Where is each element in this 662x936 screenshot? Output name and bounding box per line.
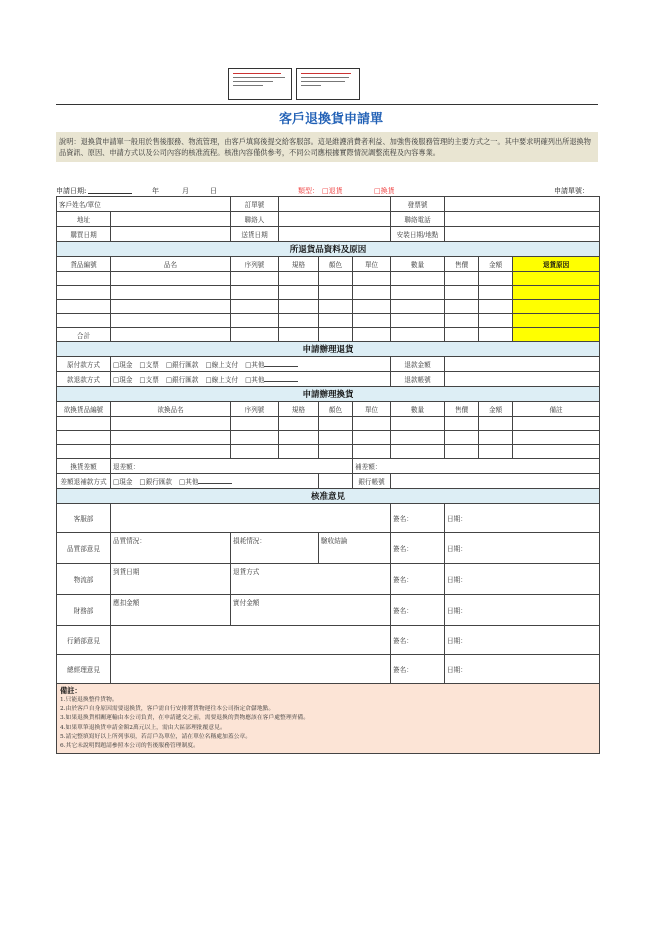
signature-label: 簽名： <box>393 545 413 553</box>
cell[interactable] <box>353 300 391 314</box>
cell[interactable] <box>279 286 319 300</box>
date-field[interactable] <box>445 655 600 684</box>
cell[interactable] <box>319 328 353 342</box>
other-checkbox[interactable]: □其他 <box>179 478 199 486</box>
form-meta-line <box>56 186 598 196</box>
refund-method-row <box>57 372 600 387</box>
cell[interactable] <box>231 445 279 459</box>
dept-label: 行銷部意見 <box>57 626 111 655</box>
col-quantity: 數量 <box>391 402 445 417</box>
arrival-date-field[interactable] <box>111 564 231 595</box>
cell[interactable] <box>231 314 279 328</box>
refund-amount-field[interactable] <box>445 357 600 372</box>
cell[interactable] <box>57 272 111 286</box>
cell[interactable] <box>353 431 391 445</box>
refund-section-header <box>57 342 600 357</box>
original-payment-label: 原付款方式 <box>57 357 111 372</box>
return-reason-cell[interactable] <box>513 328 600 342</box>
invoice-no-label: 發票號 <box>391 197 445 212</box>
col-remarks: 備註 <box>513 402 600 417</box>
approval-row-logistics <box>57 564 600 595</box>
logo-right <box>296 68 360 100</box>
cell[interactable] <box>391 431 445 445</box>
cell[interactable] <box>231 417 279 431</box>
phone-field[interactable] <box>445 212 600 227</box>
col-new-item-name: 欲換品名 <box>111 402 231 417</box>
remarks-line: 1.只能退換整件貨物。 <box>60 697 118 703</box>
form-description: 說明：退換貨申請單一般用於售後服務、物流管理，由客戶填寫後提交給客服部。這是維護消費者利益、加強售後服務管理的主要方式之一。其中要求明確列出所退換物品資訊、原因、申請方式以及公司內容的核准流程。核准內容僅供參考，不同公司應根據實際情況調整流程及內容專業。 <box>56 132 598 162</box>
col-spec: 規格 <box>279 257 319 272</box>
cell[interactable] <box>231 328 279 342</box>
col-return-reason: 退貨原因 <box>513 257 600 272</box>
exchange-section-title: 申請辦理換貨 <box>57 387 600 402</box>
cell[interactable] <box>479 300 513 314</box>
other-input[interactable] <box>264 375 298 382</box>
approval-row-quality <box>57 533 600 564</box>
cell[interactable] <box>111 445 231 459</box>
col-spec: 規格 <box>279 402 319 417</box>
cell[interactable] <box>391 445 445 459</box>
col-item-name: 品名 <box>111 257 231 272</box>
day-label: 日 <box>210 187 217 195</box>
cell[interactable] <box>319 314 353 328</box>
signature-field[interactable] <box>391 533 445 564</box>
return-reason-cell[interactable] <box>513 272 600 286</box>
inspection-result-field[interactable] <box>319 533 391 564</box>
approval-row-gm <box>57 655 600 684</box>
cell[interactable] <box>319 417 353 431</box>
cell[interactable] <box>445 328 479 342</box>
cell[interactable] <box>391 314 445 328</box>
return-checkbox[interactable]: □退貨 <box>322 187 343 195</box>
approval-row-finance <box>57 595 600 626</box>
exchange-section-header <box>57 387 600 402</box>
diff-space <box>319 474 353 489</box>
return-item-row <box>57 272 600 286</box>
other-input[interactable] <box>198 477 232 484</box>
cell[interactable] <box>57 417 111 431</box>
col-color: 顏色 <box>319 257 353 272</box>
date-label: 日期： <box>447 545 467 553</box>
customer-row <box>57 197 600 212</box>
logo-left <box>228 68 292 100</box>
cell[interactable] <box>111 431 231 445</box>
order-no-label: 訂單號 <box>231 197 279 212</box>
return-section-title: 所退貨品資料及原因 <box>57 242 600 257</box>
date-field[interactable] <box>445 595 600 626</box>
paid-amount-label: 實付金額 <box>233 599 260 607</box>
signature-label: 簽名： <box>393 515 413 523</box>
return-columns-row <box>57 257 600 272</box>
cell[interactable] <box>391 417 445 431</box>
bank-transfer-checkbox[interactable]: □銀行匯款 <box>139 478 173 486</box>
loss-status-label: 損耗情況： <box>233 537 266 545</box>
other-checkbox[interactable]: □其他 <box>245 361 265 369</box>
other-checkbox[interactable]: □其他 <box>245 376 265 384</box>
return-total-row <box>57 328 600 342</box>
signature-field[interactable] <box>391 595 445 626</box>
contact-label: 聯絡人 <box>231 212 279 227</box>
cell[interactable] <box>279 272 319 286</box>
cell[interactable] <box>319 431 353 445</box>
signature-field[interactable] <box>391 626 445 655</box>
date-field[interactable] <box>445 564 600 595</box>
cell[interactable] <box>231 300 279 314</box>
delivery-date-field[interactable] <box>279 227 391 242</box>
date-label: 日期： <box>447 637 467 645</box>
cell[interactable] <box>479 286 513 300</box>
cell[interactable] <box>479 417 513 431</box>
col-color: 顏色 <box>319 402 353 417</box>
return-method-label: 退貨方式 <box>233 568 260 576</box>
refund-method-label: 款退款方式 <box>57 372 111 387</box>
col-amount: 金額 <box>479 257 513 272</box>
exchange-item-row <box>57 445 600 459</box>
cell[interactable] <box>279 431 319 445</box>
signature-label: 簽名： <box>393 666 413 674</box>
date-field[interactable] <box>445 626 600 655</box>
col-serial: 序列號 <box>231 402 279 417</box>
cell[interactable] <box>479 431 513 445</box>
cash-checkbox[interactable]: □現金 <box>113 361 133 369</box>
supplement-diff-field[interactable] <box>353 459 600 474</box>
cell[interactable] <box>319 445 353 459</box>
opinion-field[interactable] <box>111 626 391 655</box>
refund-section-title: 申請辦理退貨 <box>57 342 600 357</box>
col-unit: 單位 <box>353 402 391 417</box>
customer-name-label: 客戶姓名/單位 <box>57 197 231 212</box>
address-label: 地址 <box>57 212 111 227</box>
title-rule <box>56 104 598 105</box>
dept-label: 財務部 <box>57 595 111 626</box>
cell[interactable] <box>391 286 445 300</box>
form-title: 客戶退換貨申請單 <box>278 112 383 127</box>
cell[interactable] <box>353 417 391 431</box>
purchase-date-label: 購買日期 <box>57 227 111 242</box>
address-row <box>57 212 600 227</box>
cell[interactable] <box>479 445 513 459</box>
refund-diff-field[interactable] <box>111 459 353 474</box>
check-checkbox[interactable]: □支票 <box>139 361 159 369</box>
return-section-header <box>57 242 600 257</box>
opinion-field[interactable] <box>111 655 391 684</box>
cell[interactable] <box>319 300 353 314</box>
date-row <box>57 227 600 242</box>
cell[interactable] <box>353 272 391 286</box>
dept-label: 物流部 <box>57 564 111 595</box>
apply-date-input[interactable] <box>88 186 132 194</box>
signature-label: 簽名： <box>393 637 413 645</box>
cell[interactable] <box>57 300 111 314</box>
remarks-line: 4.如果單筆退換貨申請金額2萬元以上，需由大區部理批覆意見。 <box>60 724 226 731</box>
cell[interactable] <box>445 286 479 300</box>
opinion-field[interactable] <box>111 504 391 533</box>
return-item-row <box>57 314 600 328</box>
dept-label: 品質部意見 <box>57 533 111 564</box>
date-field[interactable] <box>445 504 600 533</box>
return-item-row <box>57 300 600 314</box>
cell[interactable] <box>513 431 600 445</box>
col-price: 售價 <box>445 402 479 417</box>
cell[interactable] <box>479 314 513 328</box>
return-item-row <box>57 286 600 300</box>
bank-account-label: 銀行帳號 <box>353 474 391 489</box>
signature-label: 簽名： <box>393 607 413 615</box>
check-checkbox[interactable]: □支票 <box>139 376 159 384</box>
cell[interactable] <box>111 272 231 286</box>
online-payment-checkbox[interactable]: □線上支付 <box>205 376 239 384</box>
address-field[interactable] <box>111 212 231 227</box>
cell[interactable] <box>391 272 445 286</box>
approval-section-title: 核准意見 <box>57 489 600 504</box>
exchange-checkbox[interactable]: □換貨 <box>374 187 395 195</box>
apply-date <box>56 186 86 196</box>
cell[interactable] <box>231 431 279 445</box>
price-diff-label: 換貨差額 <box>57 459 111 474</box>
cash-checkbox[interactable]: □現金 <box>113 478 133 486</box>
order-no-field[interactable] <box>279 197 391 212</box>
remarks-line: 5.請完整填寫好以上所列事項，若訂戶為單位，請在單位名稱處加蓋公章。 <box>60 733 252 740</box>
supplement-diff-label: 補差額： <box>355 463 382 471</box>
date-label: 日期： <box>447 666 467 674</box>
bank-account-field[interactable] <box>391 474 600 489</box>
total-label: 合計 <box>57 328 111 342</box>
cell[interactable] <box>57 314 111 328</box>
cell[interactable] <box>391 300 445 314</box>
deduct-amount-label: 應扣金額 <box>113 599 140 607</box>
apply-date-label: 申請日期: <box>56 187 87 195</box>
header-logos <box>228 68 360 100</box>
other-input[interactable] <box>264 360 298 367</box>
cell[interactable] <box>445 300 479 314</box>
diff-method-options <box>111 474 319 489</box>
inspection-result-label: 驗收結論 <box>321 537 348 545</box>
cell[interactable] <box>279 314 319 328</box>
cell[interactable] <box>111 328 231 342</box>
cell[interactable] <box>479 328 513 342</box>
bank-transfer-checkbox[interactable]: □銀行匯款 <box>165 376 199 384</box>
signature-field[interactable] <box>391 564 445 595</box>
cell[interactable] <box>353 445 391 459</box>
col-amount: 金額 <box>479 402 513 417</box>
cell[interactable] <box>111 314 231 328</box>
remarks-line: 2.由於客戶自身原因需要退換貨，客戶需自行安排將貨物運往本公司指定倉儲地點。 <box>60 706 275 713</box>
col-item-no: 貨品編號 <box>57 257 111 272</box>
cell[interactable] <box>479 272 513 286</box>
exchange-item-row <box>57 417 600 431</box>
return-reason-cell[interactable] <box>513 314 600 328</box>
cell[interactable] <box>231 286 279 300</box>
date-label: 日期： <box>447 607 467 615</box>
date-label: 日期： <box>447 515 467 523</box>
refund-account-label: 退款帳號 <box>391 372 445 387</box>
refund-amount-label: 退款金額 <box>391 357 445 372</box>
original-payment-options <box>111 357 391 372</box>
loss-status-field[interactable] <box>231 533 319 564</box>
online-payment-checkbox[interactable]: □線上支付 <box>205 361 239 369</box>
cell[interactable] <box>231 272 279 286</box>
diff-method-label: 差額退補款方式 <box>57 474 111 489</box>
cash-checkbox[interactable]: □現金 <box>113 376 133 384</box>
month-label: 月 <box>182 187 189 195</box>
form-number-label: 申請單號： <box>554 187 589 195</box>
cell[interactable] <box>279 445 319 459</box>
cell[interactable] <box>279 417 319 431</box>
signature-field[interactable] <box>391 655 445 684</box>
col-quantity: 數量 <box>391 257 445 272</box>
signature-label: 簽名： <box>393 576 413 584</box>
remarks-box <box>57 684 600 754</box>
col-unit: 單位 <box>353 257 391 272</box>
remarks-line: 6.其它未說明問題請參照本公司的售後服務管理制度。 <box>60 743 199 750</box>
install-date-field[interactable] <box>445 227 600 242</box>
col-price: 售價 <box>445 257 479 272</box>
cell[interactable] <box>319 272 353 286</box>
cell[interactable] <box>57 445 111 459</box>
type-label: 類型： <box>298 187 319 195</box>
exchange-columns-row <box>57 402 600 417</box>
return-exchange-form <box>56 196 600 754</box>
cell[interactable] <box>353 314 391 328</box>
quality-status-field[interactable] <box>111 533 231 564</box>
diff-method-row <box>57 474 600 489</box>
cell[interactable] <box>57 431 111 445</box>
approval-row-marketing <box>57 626 600 655</box>
col-new-item-no: 欲換貨品編號 <box>57 402 111 417</box>
dept-label: 客服部 <box>57 504 111 533</box>
arrival-date-label: 到貨日期 <box>113 568 140 576</box>
phone-label: 聯絡電話 <box>391 212 445 227</box>
original-payment-row <box>57 357 600 372</box>
cell[interactable] <box>319 286 353 300</box>
remarks-title: 備註： <box>60 686 82 695</box>
year-label: 年 <box>152 187 159 195</box>
refund-method-options <box>111 372 391 387</box>
cell[interactable] <box>279 300 319 314</box>
cell[interactable] <box>513 417 600 431</box>
cell[interactable] <box>57 286 111 300</box>
delivery-date-label: 送貨日期 <box>231 227 279 242</box>
cell[interactable] <box>445 417 479 431</box>
cell[interactable] <box>279 328 319 342</box>
contact-field[interactable] <box>279 212 391 227</box>
cell[interactable] <box>391 328 445 342</box>
date-field[interactable] <box>445 533 600 564</box>
refund-account-field[interactable] <box>445 372 600 387</box>
approval-row-service <box>57 504 600 533</box>
cell[interactable] <box>353 328 391 342</box>
cell[interactable] <box>111 417 231 431</box>
col-serial: 序列號 <box>231 257 279 272</box>
cell[interactable] <box>111 286 231 300</box>
invoice-no-field[interactable] <box>445 197 600 212</box>
price-diff-row <box>57 459 600 474</box>
cell[interactable] <box>353 286 391 300</box>
cell[interactable] <box>445 431 479 445</box>
exchange-item-row <box>57 431 600 445</box>
signature-field[interactable] <box>391 504 445 533</box>
install-date-label: 安裝日期/地點 <box>391 227 445 242</box>
cell[interactable] <box>445 314 479 328</box>
approval-section-header <box>57 489 600 504</box>
purchase-date-field[interactable] <box>111 227 231 242</box>
cell[interactable] <box>445 445 479 459</box>
return-reason-cell[interactable] <box>513 286 600 300</box>
cell[interactable] <box>513 445 600 459</box>
refund-diff-label: 退差額： <box>113 463 140 471</box>
return-reason-cell[interactable] <box>513 300 600 314</box>
bank-transfer-checkbox[interactable]: □銀行匯款 <box>165 361 199 369</box>
quality-status-label: 品質情況： <box>113 537 146 545</box>
remarks-row <box>57 684 600 754</box>
cell[interactable] <box>111 300 231 314</box>
dept-label: 總經理意見 <box>57 655 111 684</box>
return-method-field[interactable] <box>231 564 391 595</box>
remarks-line: 3.如果退換貨相關運輸由本公司負責，在申請遞交之前，需要退換的貨物應該在客戶處整理齊備。 <box>60 715 310 722</box>
deduct-amount-field[interactable] <box>111 595 231 626</box>
date-label: 日期： <box>447 576 467 584</box>
paid-amount-field[interactable] <box>231 595 391 626</box>
cell[interactable] <box>445 272 479 286</box>
